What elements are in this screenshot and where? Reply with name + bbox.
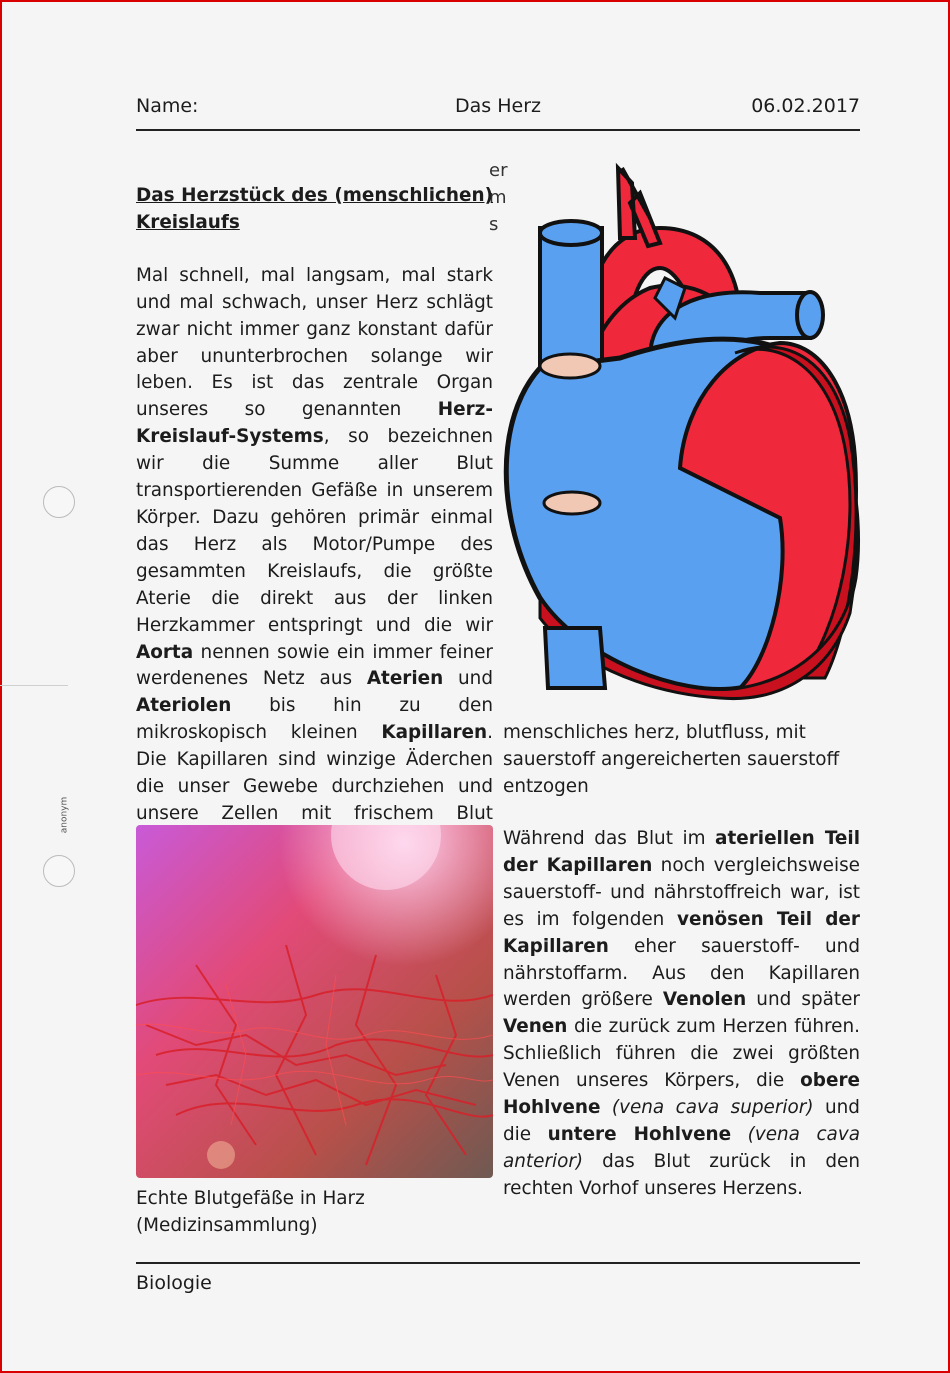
heart-caption: menschliches herz, blutfluss, mit sauerstoff angereicherten sauerstoff entzogen [503, 722, 840, 797]
punch-hole-top [43, 486, 75, 518]
vessels-caption: Echte Blutgefäße in Harz (Medizinsammlung) [136, 1188, 365, 1236]
heart-illustration [500, 158, 865, 718]
stray-fragment: er [489, 160, 508, 181]
text-run: Mal schnell, mal langsam, mal stark und mal schwach, unser Herz schlägt zwar nicht immer ganz konstant dafür aber ununterbrochen solange wir leben. Es ist das zentrale Organ unseres so genannten [136, 264, 493, 421]
text-run [731, 1124, 748, 1145]
bold-term: untere Hohlvene [547, 1123, 732, 1145]
bold-term: obere Hohlvene [503, 1070, 860, 1119]
left-column [136, 183, 493, 855]
intro-paragraph [136, 263, 493, 855]
bold-term: ateriellen Teil der Kapillaren [503, 828, 860, 876]
bold-term: venösen Teil der Kapillaren [503, 908, 860, 957]
bold-term: Aorta [136, 641, 194, 663]
header-rule [136, 129, 860, 131]
subject-footer: Biologie [136, 1272, 212, 1294]
text-run: eher sauerstoff- und nährstoffarm. Aus den Kapillaren werden größere [503, 935, 860, 1011]
bold-term: Venen [503, 1016, 568, 1038]
text-run: und [443, 668, 493, 690]
text-run: Während das Blut im [503, 828, 716, 849]
bold-term: Aterien [366, 668, 444, 690]
stray-fragment: s [489, 213, 499, 235]
fold-mark [0, 685, 68, 686]
text-run: das Blut zurück in den rechten Vorhof unseres Herzens. [503, 1150, 860, 1199]
anon-label: anonym [59, 796, 70, 834]
bold-term: Kapillaren [381, 722, 488, 744]
right-column [503, 826, 860, 1203]
latin-term: (vena cava anterior) [503, 1123, 860, 1172]
page-title: Das Herz [455, 95, 541, 117]
text-run [600, 1097, 611, 1118]
article-heading: Das Herzstück des (menschlichen) Kreislaufs [136, 185, 493, 233]
stray-fragment: m [489, 186, 507, 208]
punch-hole-bottom [43, 855, 75, 887]
text-run: , so bezeichnen wir die Summe aller Blut transportierenden Gefäße in unserem Körper. Dazu gehören primär einmal das Herz als Motor/Pumpe des gesammten Kreislaufs, die größte Aterie die direkt aus der linken Herzkammer entspringt und die wir [136, 426, 493, 636]
text-run: die zurück zum Herzen führen. Schließlich führen die zwei größten Venen unseres Körpers, die [503, 1016, 860, 1092]
text-run: und später [746, 989, 860, 1011]
date-label: 06.02.2017 [751, 95, 860, 117]
latin-term: (vena cava superior) [611, 1097, 814, 1119]
text-run: und die [503, 1097, 860, 1145]
name-label: Name: [136, 95, 199, 117]
veins-paragraph [503, 826, 860, 1203]
text-run: nennen sowie ein immer feiner werdenenes Netz aus [136, 641, 493, 690]
text-run: bis hin zu den mikroskopisch kleinen [136, 695, 493, 744]
text-run: . Die Kapillaren sind winzige Äderchen die unser Gewebe durchziehen und unsere Zellen mit frischem Blut [136, 722, 493, 824]
bold-term: Venolen [662, 989, 747, 1011]
text-run: noch vergleichsweise sauerstoff- und nährstoffreich war, ist es im folgenden [503, 854, 860, 930]
footer-rule [136, 1262, 860, 1264]
blood-vessels-photo [136, 825, 493, 1178]
page-header [136, 95, 860, 119]
bold-term: Ateriolen [136, 695, 232, 717]
bold-term: Herz-Kreislauf-Systems [136, 399, 493, 448]
